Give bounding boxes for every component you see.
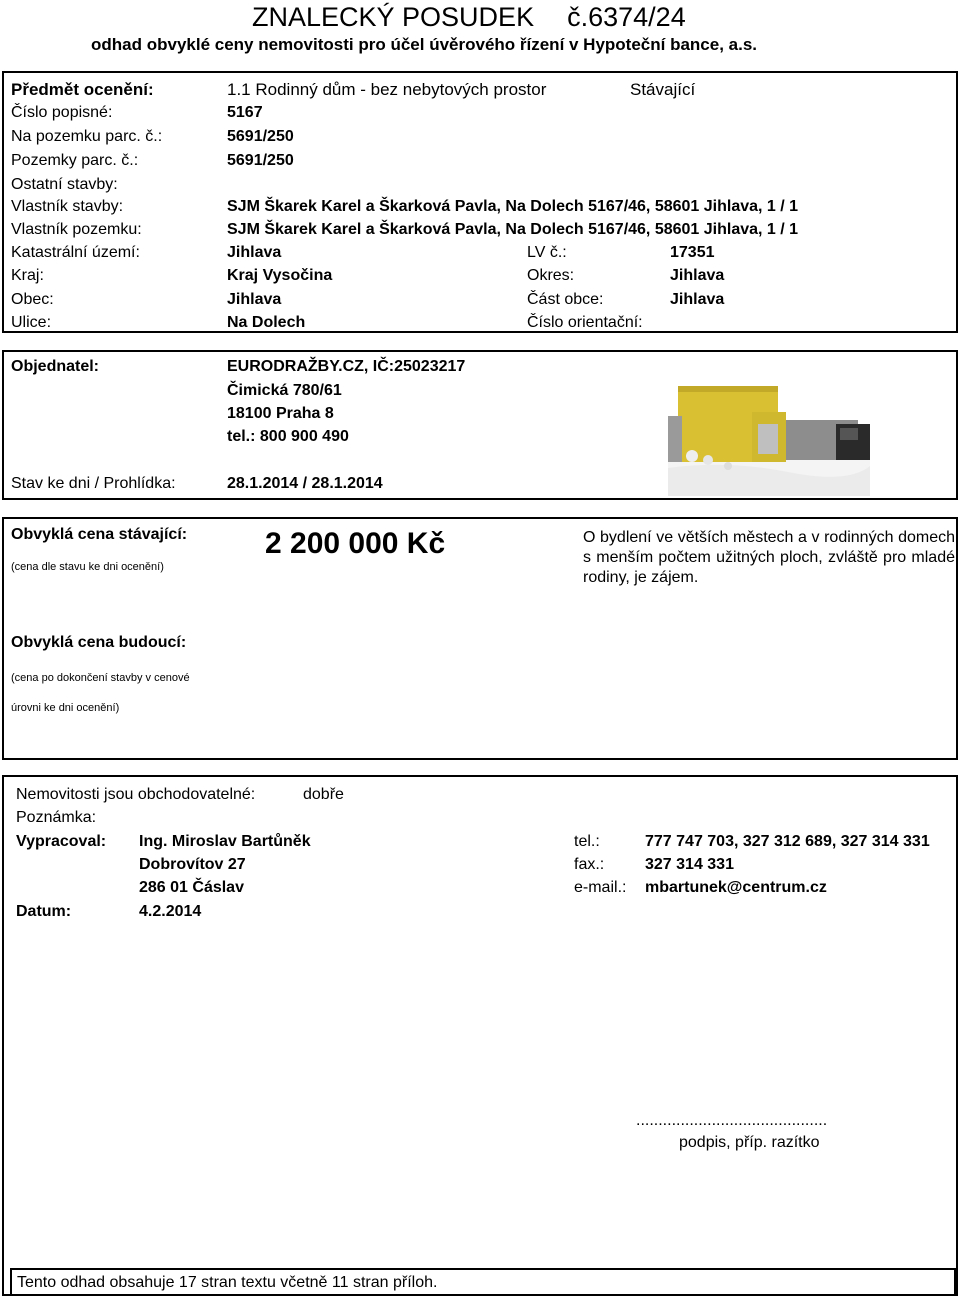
- future-price-label: Obvyklá cena budoucí:: [11, 634, 187, 651]
- land-owner-label: Vlastník pozemku:: [11, 221, 142, 238]
- parcel-label: Na pozemku parc. č.:: [11, 128, 163, 145]
- inspection-date-label: Stav ke dni / Prohlídka:: [11, 475, 176, 492]
- house-number-label: Číslo popisné:: [11, 104, 113, 121]
- subject-label: Předmět ocenění:: [11, 80, 154, 99]
- author-name: Ing. Miroslav Bartůněk: [139, 833, 311, 850]
- note-label: Poznámka:: [16, 809, 97, 826]
- current-price-label: Obvyklá cena stávající:: [11, 526, 188, 543]
- house-photo: [668, 368, 870, 496]
- footer-box: [2, 775, 958, 1296]
- current-price-value: 2 200 000 Kč: [265, 527, 446, 560]
- signature-label: podpis, příp. razítko: [679, 1134, 820, 1151]
- municipality-label: Obec:: [11, 291, 54, 308]
- author-street: Dobrovítov 27: [139, 856, 246, 873]
- cadastral-value: Jihlava: [227, 244, 282, 261]
- title-main: ZNALECKÝ POSUDEK: [252, 2, 535, 32]
- client-label: Objednatel:: [11, 358, 100, 375]
- municipality-part-label: Část obce:: [527, 291, 604, 308]
- title-number: č.6374/24: [567, 2, 686, 32]
- subject-state: Stávající: [630, 80, 696, 99]
- document-subtitle: odhad obvyklé ceny nemovitosti pro účel úvěrového řízení v Hypoteční bance, a.s.: [91, 35, 758, 54]
- region-label: Kraj:: [11, 267, 44, 284]
- inspection-date-value: 28.1.2014 / 28.1.2014: [227, 475, 383, 492]
- fax-label: fax.:: [574, 856, 605, 873]
- building-owner-value: SJM Škarek Karel a Škarková Pavla, Na Dolech 5167/46, 58601 Jihlava, 1 / 1: [227, 198, 799, 215]
- current-price-note: (cena dle stavu ke dni ocenění): [11, 561, 164, 573]
- future-price-note-1: (cena po dokončení stavby v cenové: [11, 672, 190, 684]
- street-value: Na Dolech: [227, 314, 306, 331]
- district-value: Jihlava: [670, 267, 725, 284]
- email-value[interactable]: mbartunek@centrum.cz: [645, 879, 827, 896]
- district-label: Okres:: [527, 267, 575, 284]
- street-label: Ulice:: [11, 314, 52, 331]
- date-label: Datum:: [16, 903, 72, 920]
- parcel-value: 5691/250: [227, 128, 294, 145]
- author-city: 286 01 Čáslav: [139, 879, 244, 896]
- orientation-number-label: Číslo orientační:: [527, 314, 643, 331]
- client-line-1: EURODRAŽBY.CZ, IČ:25023217: [227, 358, 466, 375]
- lv-label: LV č.:: [527, 244, 567, 261]
- client-line-2: Čimická 780/61: [227, 382, 342, 399]
- market-comment: O bydlení ve větších městech a v rodinných domech s menším počtem užitných ploch, zvláště pro mladé rodiny, je zájem.: [583, 529, 955, 586]
- municipality-part-value: Jihlava: [670, 291, 725, 308]
- tel-label: tel.:: [574, 833, 600, 850]
- date-value: 4.2.2014: [139, 903, 202, 920]
- client-line-3: 18100 Praha 8: [227, 405, 334, 422]
- marketability-label: Nemovitosti jsou obchodovatelné:: [16, 786, 256, 803]
- email-label: e-mail.:: [574, 879, 627, 896]
- other-buildings-label: Ostatní stavby:: [11, 176, 118, 193]
- bottom-note: Tento odhad obsahuje 17 stran textu včetně 11 stran příloh.: [17, 1274, 438, 1291]
- land-owner-value: SJM Škarek Karel a Škarková Pavla, Na Dolech 5167/46, 58601 Jihlava, 1 / 1: [227, 221, 799, 238]
- future-price-note-2: úrovni ke dni ocenění): [11, 702, 120, 714]
- land-parcel-label: Pozemky parc. č.:: [11, 152, 139, 169]
- building-owner-label: Vlastník stavby:: [11, 198, 124, 215]
- document-title: [252, 2, 686, 33]
- client-line-4: tel.: 800 900 490: [227, 428, 349, 445]
- fax-value: 327 314 331: [645, 856, 734, 873]
- land-parcel-value: 5691/250: [227, 152, 294, 169]
- author-label: Vypracoval:: [16, 833, 107, 850]
- lv-value: 17351: [670, 244, 715, 261]
- tel-value: 777 747 703, 327 312 689, 327 314 331: [645, 833, 930, 850]
- region-value: Kraj Vysočina: [227, 267, 333, 284]
- subject-value: 1.1 Rodinný dům - bez nebytových prostor: [227, 80, 547, 99]
- house-number-value: 5167: [227, 104, 263, 121]
- cadastral-label: Katastrální území:: [11, 244, 140, 261]
- signature-line: ...........................................: [636, 1112, 828, 1129]
- marketability-value: dobře: [303, 786, 344, 803]
- municipality-value: Jihlava: [227, 291, 282, 308]
